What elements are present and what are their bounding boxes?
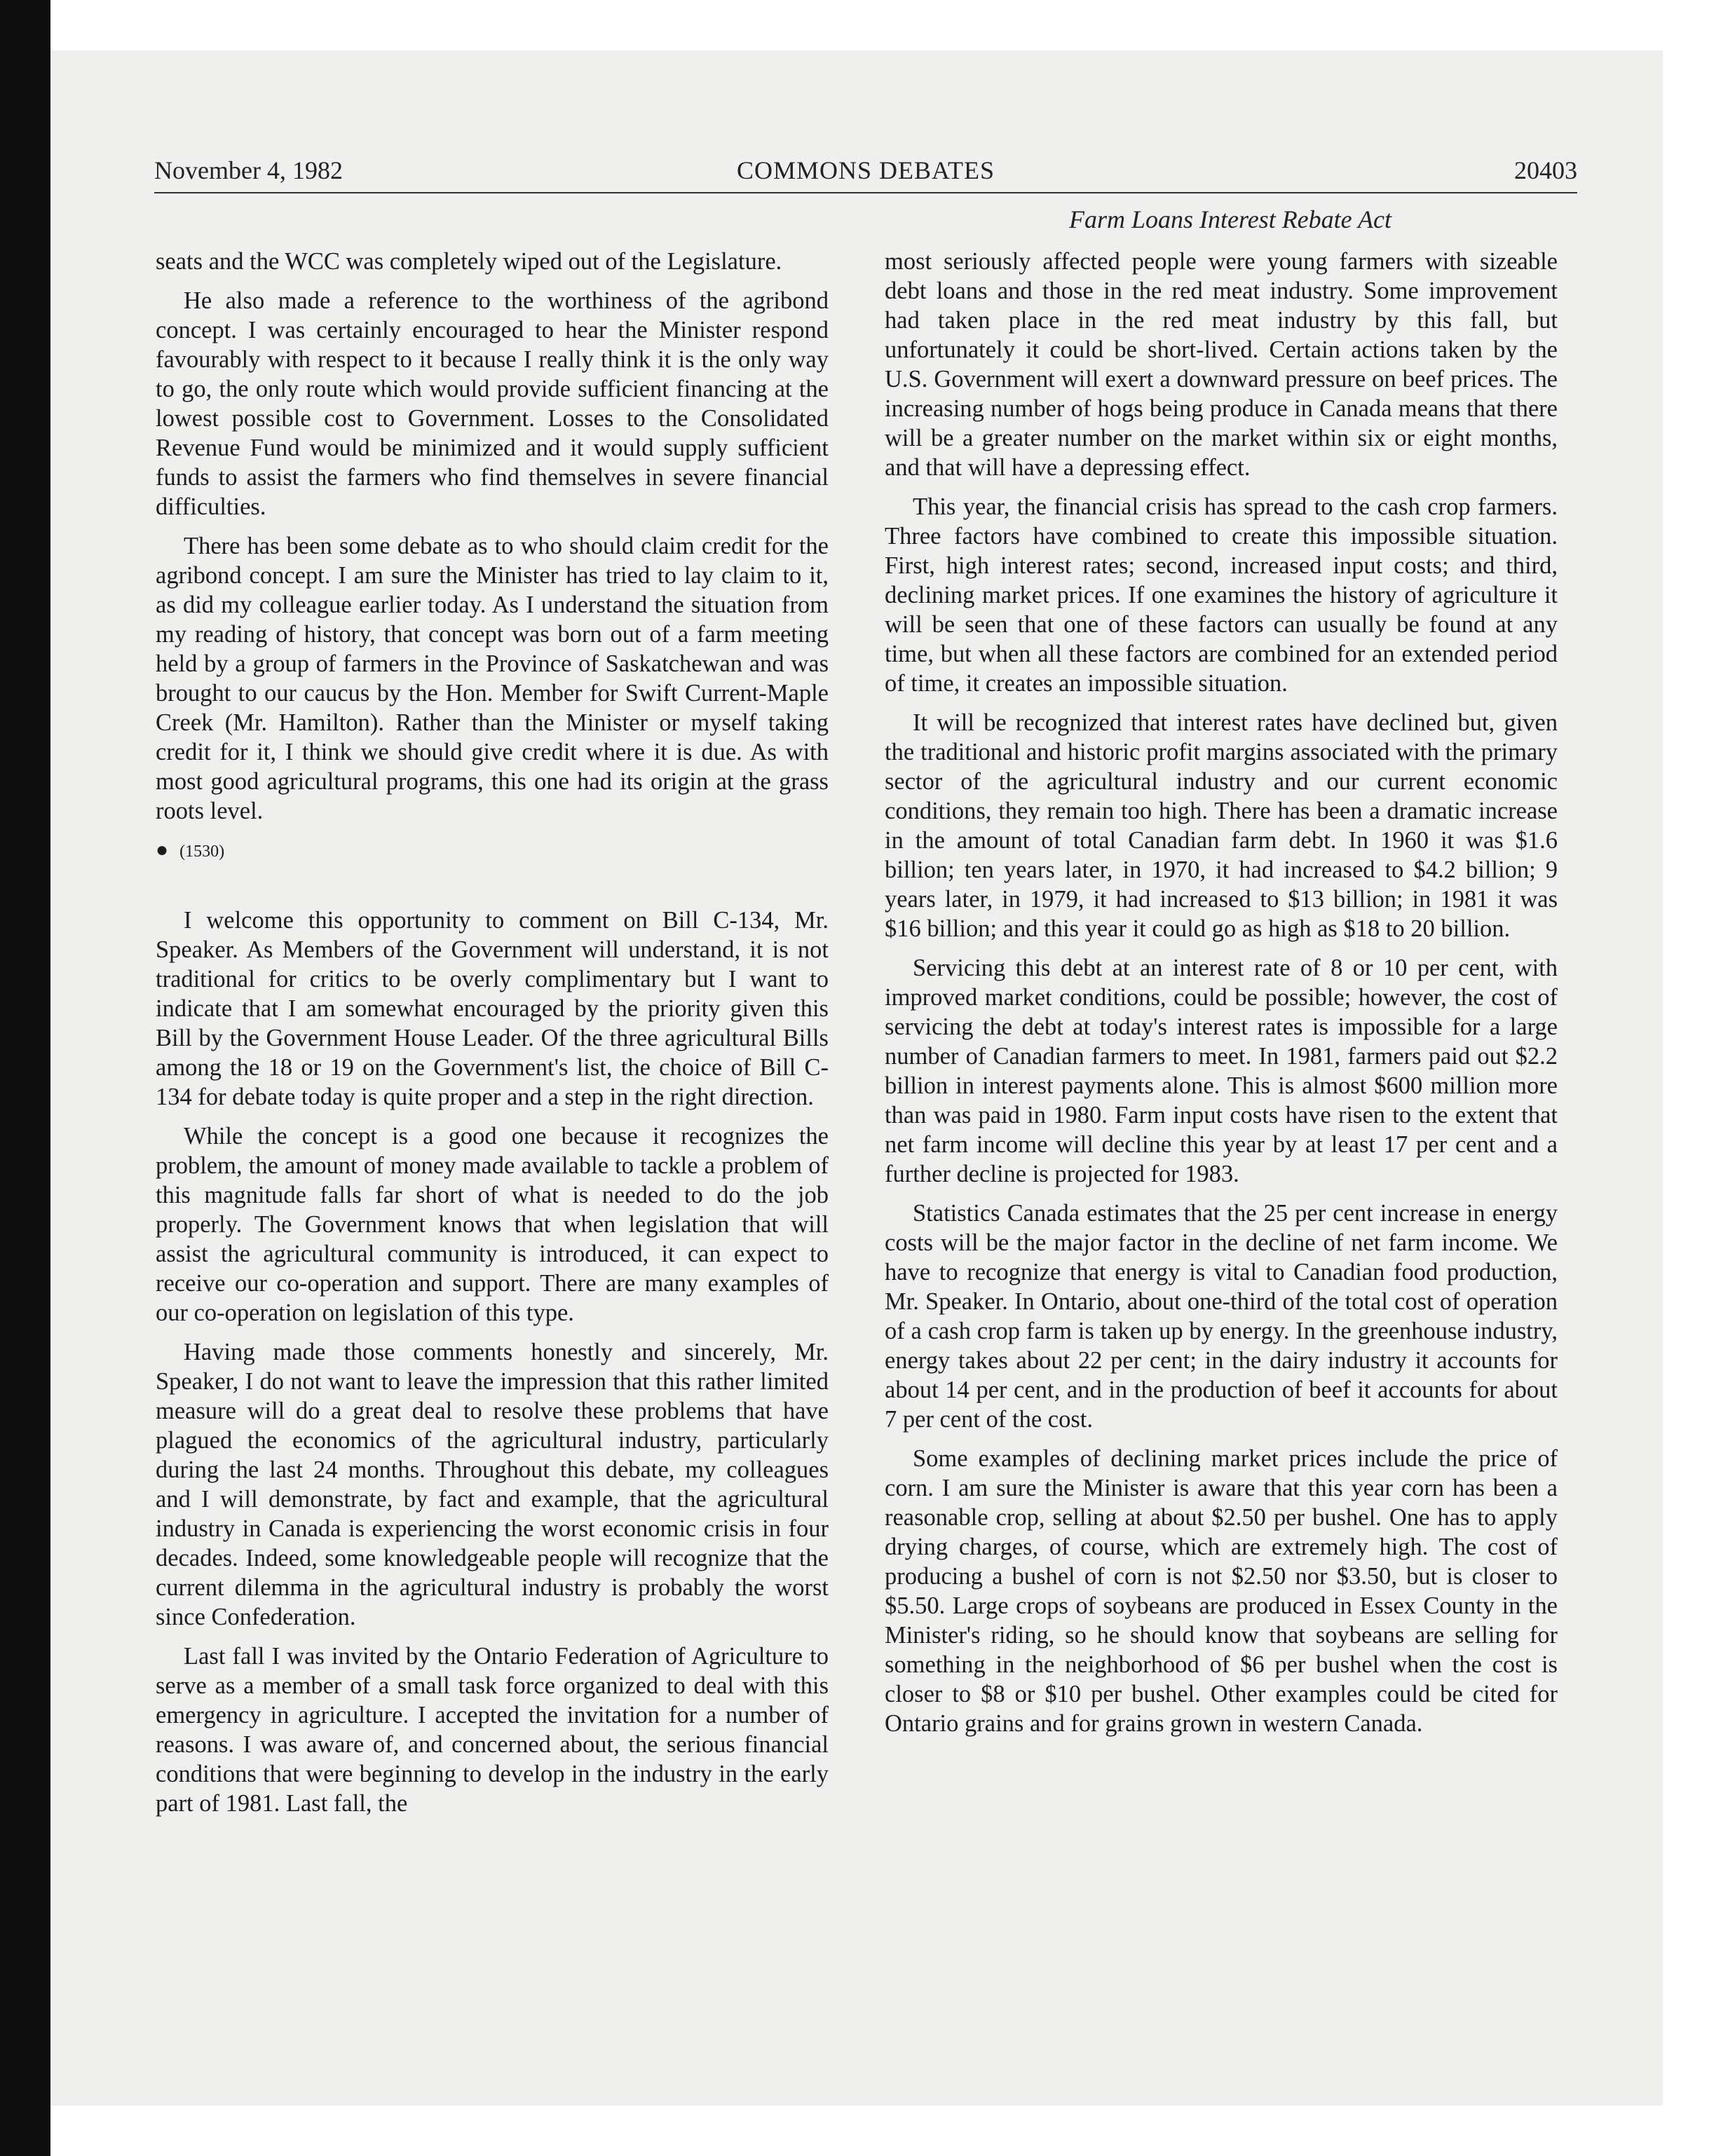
paragraph: He also made a reference to the worthiness of the agribond concept. I was certainly encouraged to hear the Minister respond favourably with respect to it because I really think it is the only way to go, the only route which would provide sufficient financing at the lowest possible cost to Government. Losses to the Consolidated Revenue Fund would be minimized and it would supply sufficient funds to assist the farmers who find themselves in severe financial difficulties. (156, 287, 829, 520)
right-column (885, 247, 1558, 1748)
paragraph: It will be recognized that interest rates have declined but, given the traditional and historic profit margins associated with the primary sector of the agricultural industry and our current economic conditions, they remain too high. There has been a dramatic increase in the amount of total Canadian farm debt. In 1960 it was $1.6 billion; ten years later, in 1970, it had increased to $4.2 billion; 9 years later, in 1979, it had increased to $13 billion; in 1981 it was $16 billion; and this year it could go as high as $18 to 20 billion. (885, 709, 1558, 942)
time-marker (156, 835, 829, 866)
paragraph: There has been some debate as to who should claim credit for the agribond concept. I am sure the Minister has tried to lay claim to it, as did my colleague earlier today. As I understand the situation from my reading of history, that concept was born out of a farm meeting held by a group of farmers in the Province of Saskatchewan and was brought to our caucus by the Hon. Member for Swift Current-Maple Creek (Mr. Hamilton). Rather than the Minister or myself taking credit for it, I think we should give credit where it is due. As with most good agricultural programs, this one had its origin at the grass roots level. (156, 533, 829, 824)
paragraph: most seriously affected people were young farmers with sizeable debt loans and those in the red meat industry. Some improvement had taken place in the red meat industry by this fall, but unfortunately it could be short-lived. Certain actions taken by the U.S. Government will exert a downward pressure on beef prices. The increasing number of hogs being produce in Canada means that there will be a greater number on the market within six or eight months, and that will have a depressing effect. (885, 248, 1558, 481)
paragraph: Last fall I was invited by the Ontario Federation of Agriculture to serve as a member of a small task force organized to deal with this emergency in agriculture. I accepted the invitation for a number of reasons. I was aware of, and concerned about, the serious financial conditions that were beginning to develop in the industry in the early part of 1981. Last fall, the (156, 1643, 829, 1817)
paragraph: I welcome this opportunity to comment on Bill C-134, Mr. Speaker. As Members of the Government will understand, it is not traditional for critics to be overly complimentary but I want to indicate that I am somewhat encouraged by the priority given this Bill by the Government House Leader. Of the three agricultural Bills among the 18 or 19 on the Government's list, the choice of Bill C-134 for debate today is quite proper and a step in the right direction. (156, 907, 829, 1110)
paragraph: This year, the financial crisis has spread to the cash crop farmers. Three factors have combined to create this impossible situation. First, high interest rates; second, increased input costs; and third, declining market prices. If one examines the history of agriculture it will be seen that one of these factors can usually be found at any time, but when all these factors are combined for an extended period of time, it creates an impossible situation. (885, 493, 1558, 697)
running-header (154, 156, 1577, 193)
header-page-number: 20403 (1514, 156, 1577, 184)
paragraph: While the concept is a good one because it recognizes the problem, the amount of money made available to tackle a problem of this magnitude falls far short of what is needed to do the job properly. The Government knows that when legislation that will assist the agricultural community is introduced, it can expect to receive our co-operation and support. There are many examples of our co-operation on legislation of this type. (156, 1123, 829, 1326)
paragraph: Some examples of declining market prices include the price of corn. I am sure the Minister is aware that this year corn has been a reasonable crop, selling at about $2.50 per bushel. One has to apply drying charges, of course, which are extremely high. The cost of producing a bushel of corn is not $2.50 nor $3.50, but is closer to $5.50. Large crops of soybeans are produced in Essex County in the Minister's riding, so he should know that soybeans are selling for something in the neighborhood of $6 per bushel when the cost is closer to $8 or $10 per bushel. Other examples could be cited for Ontario grains and for grains grown in western Canada. (885, 1445, 1558, 1737)
bullet-icon: ● (156, 838, 169, 861)
paragraph: seats and the WCC was completely wiped out of the Legislature. (156, 248, 782, 275)
paragraph: Servicing this debt at an interest rate of 8 or 10 per cent, with improved market conditions, could be possible; however, the cost of servicing the debt at today's interest rates is impossible for a large number of Canadian farmers to meet. In 1981, farmers paid out $2.2 billion in interest payments alone. This is almost $600 million more than was paid in 1980. Farm input costs have risen to the extent that net farm income will decline this year by at least 17 per cent and a further decline is projected for 1983. (885, 955, 1558, 1187)
scan-edge (0, 0, 50, 2156)
time-marker-label: (1530) (179, 842, 225, 861)
paragraph: Having made those comments honestly and sincerely, Mr. Speaker, I do not want to leave the impression that this rather limited measure will do a great deal to resolve these problems that have plagued the economics of the agricultural industry, particularly during the last 24 months. Throughout this debate, my colleagues and I will demonstrate, by fact and example, that the agricultural industry in Canada is experiencing the worst economic crisis in four decades. Indeed, some knowledgeable people will recognize that the current dilemma in the agricultural industry is probably the worst since Confederation. (156, 1339, 829, 1630)
paragraph: Statistics Canada estimates that the 25 per cent increase in energy costs will be the major factor in the decline of net farm income. We have to recognize that energy is vital to Canadian food production, Mr. Speaker. In Ontario, about one-third of the total cost of operation of a cash crop farm is taken up by energy. In the greenhouse industry, energy takes about 22 per cent; in the dairy industry it accounts for about 14 per cent, and in the production of beef it accounts for about 7 per cent of the cost. (885, 1200, 1558, 1433)
left-column (156, 247, 829, 1828)
header-title: COMMONS DEBATES (736, 156, 995, 184)
header-date: November 4, 1982 (154, 156, 343, 184)
section-subhead: Farm Loans Interest Rebate Act (1069, 205, 1392, 233)
